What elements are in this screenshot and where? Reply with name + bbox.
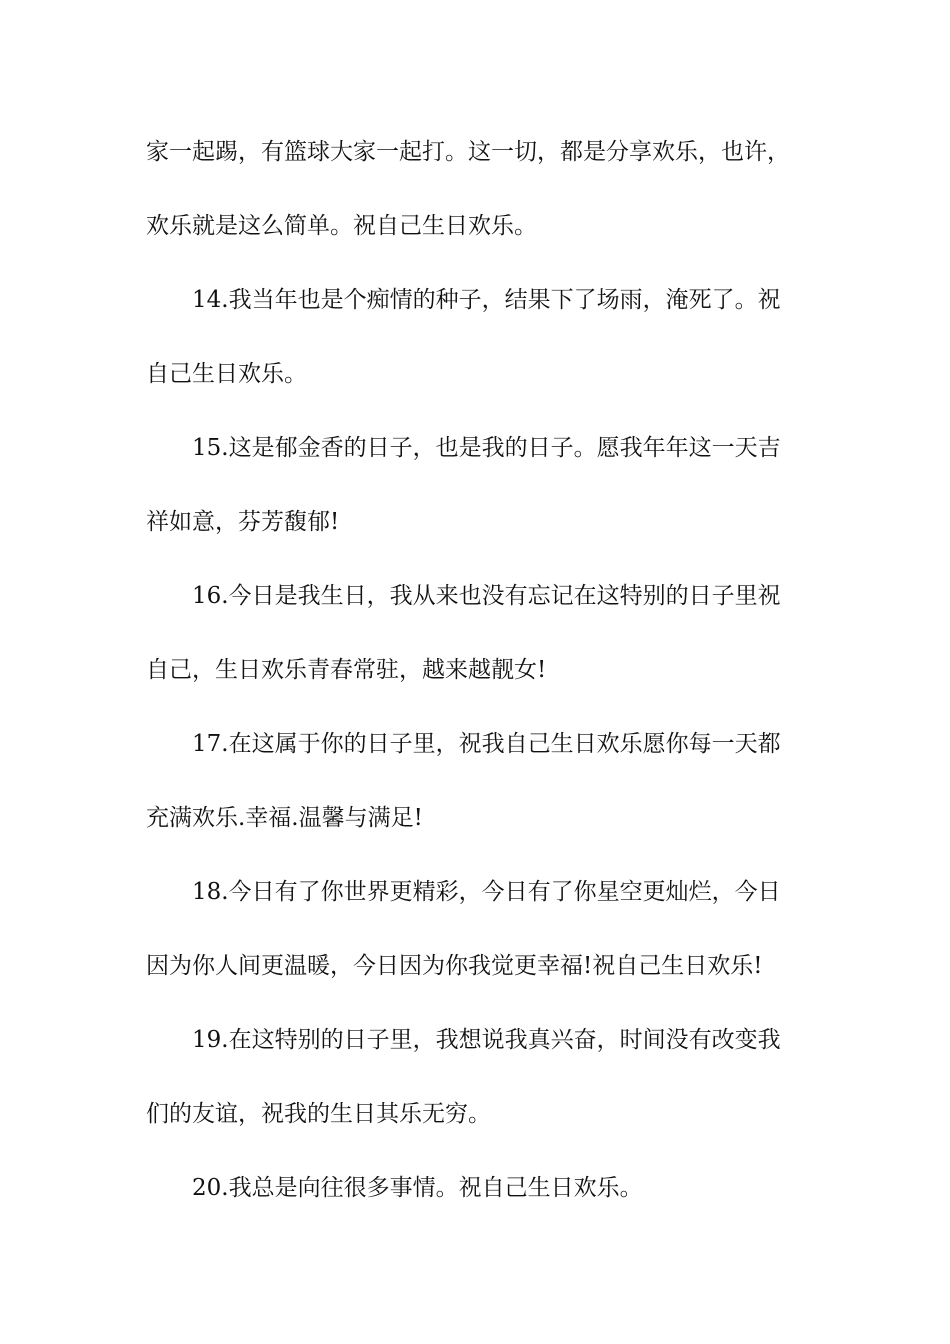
list-item-18-line-1: 18.今日有了你世界更精彩，今日有了你星空更灿烂，今日 bbox=[192, 879, 781, 905]
list-item-18-line-2: 因为你人间更温暖，今日因为你我觉更幸福!祝自己生日欢乐! bbox=[146, 953, 763, 979]
list-item-14-line-2: 自己生日欢乐。 bbox=[146, 361, 307, 387]
list-item-16-line-2: 自己，生日欢乐青春常驻，越来越靓女! bbox=[146, 657, 547, 683]
list-item-14-line-1: 14.我当年也是个痴情的种子，结果下了场雨，淹死了。祝 bbox=[192, 287, 781, 313]
list-item-19-line-1: 19.在这特别的日子里，我想说我真兴奋，时间没有改变我 bbox=[192, 1027, 781, 1053]
list-item-15-line-1: 15.这是郁金香的日子，也是我的日子。愿我年年这一天吉 bbox=[192, 435, 781, 461]
document-body bbox=[146, 128, 836, 1238]
paragraph-line: 家一起踢，有篮球大家一起打。这一切，都是分享欢乐，也许， bbox=[146, 139, 790, 165]
list-item-17-line-1: 17.在这属于你的日子里，祝我自己生日欢乐愿你每一天都 bbox=[192, 731, 781, 757]
list-item-17-line-2: 充满欢乐.幸福.温馨与满足! bbox=[146, 805, 423, 831]
list-item-20-line-1: 20.我总是向往很多事情。祝自己生日欢乐。 bbox=[192, 1175, 643, 1201]
list-item-15-line-2: 祥如意，芬芳馥郁! bbox=[146, 509, 340, 535]
list-item-16-line-1: 16.今日是我生日，我从来也没有忘记在这特别的日子里祝 bbox=[192, 583, 781, 609]
list-item-19-line-2: 们的友谊，祝我的生日其乐无穷。 bbox=[146, 1101, 491, 1127]
paragraph-line: 欢乐就是这么简单。祝自己生日欢乐。 bbox=[146, 213, 537, 239]
